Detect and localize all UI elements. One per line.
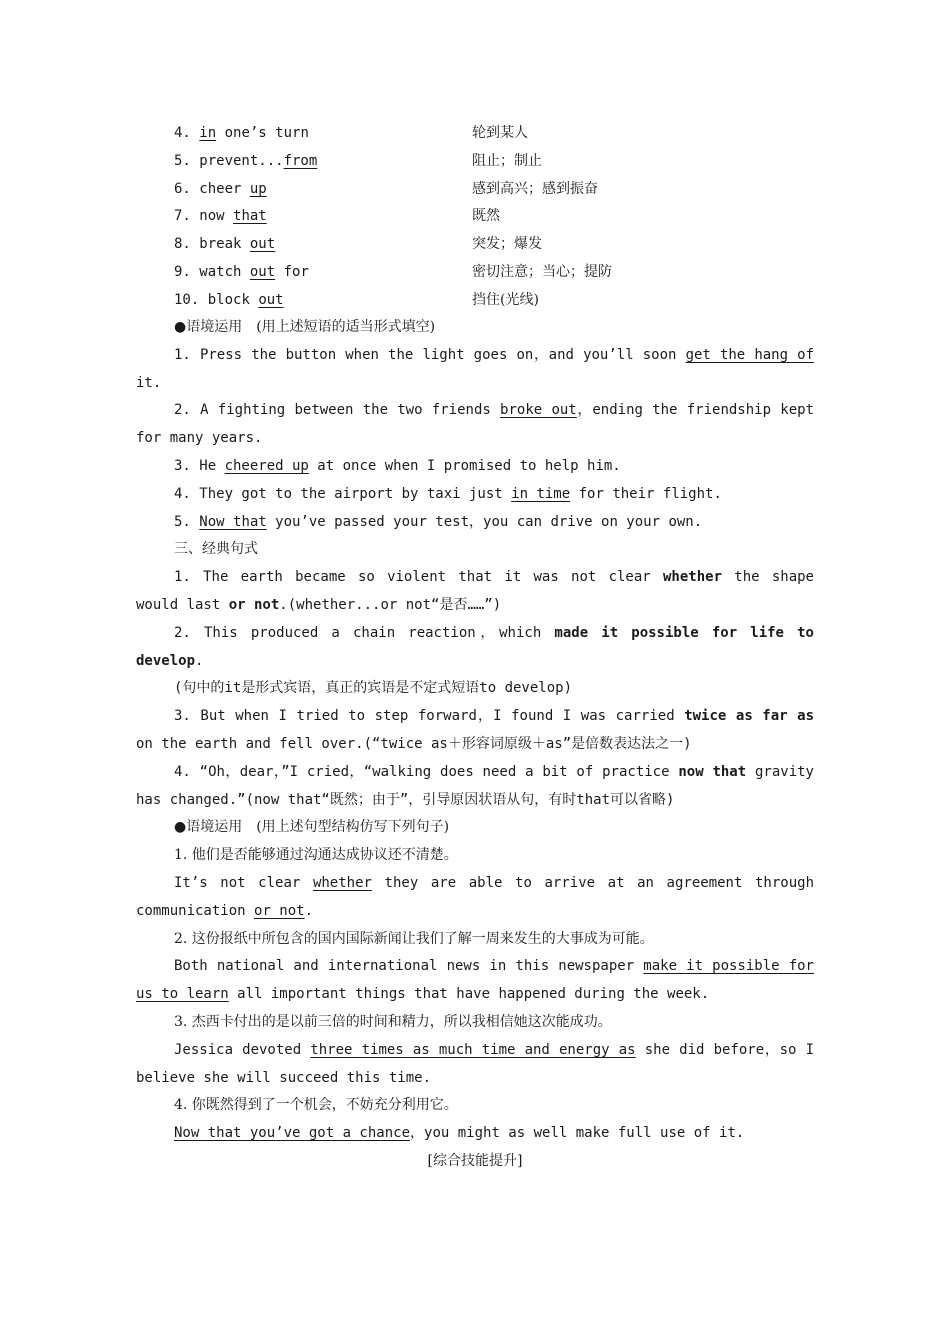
translation-answer: Jessica devoted three times as much time and energy as she did before，so I believe she will succeed this time. (136, 1041, 814, 1086)
exercise-item: 5. Now that you’ve passed your test，you can drive on your own. (174, 513, 703, 530)
exercise-item: 2. A fighting between the two friends broke out，ending the friendship kept for many years. (136, 402, 814, 447)
translation-question: 3. 杰西卡付出的是以前三倍的时间和精力，所以我相信她这次能成功。 (174, 1013, 612, 1030)
section-heading: 三、经典句式 (174, 541, 258, 558)
sentence-pattern: 4. “Oh，dear，”I cried，“walking does need a bit of practice now that gravity has changed.”(now that“既然；由于”，引导原因状语从句，有时that可以省略) (136, 763, 814, 808)
translation-answer: Both national and international news in this newspaper make it possible for us to learn all important things that have happened during the week. (136, 958, 814, 1003)
translation-answer: It’s not clear whether they are able to arrive at an agreement through communication or not. (136, 874, 815, 919)
translation-question: 2. 这份报纸中所包含的国内国际新闻让我们了解一周来发生的大事成为可能。 (174, 930, 654, 947)
sentence-pattern: 1. The earth became so violent that it was not clear whether the shape would last or not.(whether...or not“是否……”) (136, 569, 814, 613)
exercise-item: 4. They got to the airport by taxi just in time for their flight. (174, 485, 722, 502)
sentence-pattern: 3. But when I tried to step forward，I found I was carried twice as far as on the earth and fell over.(“twice as＋形容词原级＋as”是倍数表达法之一) (136, 708, 814, 752)
sentence-note: (句中的it是形式宾语，真正的宾语是不定式短语to develop) (174, 680, 573, 697)
section-heading: ●语境运用 (用上述句型结构仿写下列句子) (174, 819, 450, 836)
document-page: 4. in one’s turn 轮到某人 5. prevent...from 阻止；制止 6. cheer up 感到高兴；感到振奋 7. now that 既然 8. break out 突发；爆发 9. watch out for 密切注意；当心；提防 10. block out 挡住(光线) ●语境运用 (用上述短语的适当形式填空) 1. Press the button when the light goes on，and you’ll soon get the hang of it. 2. A fighting between the two friends broke out，ending the friendship kept for many years. 3. He cheered up at once when I promised to help him. 4. They got to the airport by taxi just in time for their flight. 5. Now that you’ve passed your test，you can drive on your own. 三、经典句式 1. The earth became so violent that it was not clear whether the shape would last or not.(whether...or not“是否……”) 2. This produced a chain reaction，which made it possible for life to develop. (句中的it是形式宾语，真正的宾语是不定式短语to develop) 3. But when I tried to step forward，I found I was carried twice as far as on the earth and fell over.(“twice as＋形容词原级＋as”是倍数表达法之一) 4. “Oh，dear，”I cried，“walking does need a bit of practice now that gravity has changed.”(now that“既然；由于”，引导原因状语从句，有时that可以省略) ●语境运用 (用上述句型结构仿写下列句子) 1. 他们是否能够通过沟通达成协议还不清楚。 It’s not clear whether they are able to arrive at an agreement through communication or not. 2. 这份报纸中所包含的国内国际新闻让我们了解一周来发生的大事成为可能。 Both national and international news in this newspaper make it possible for us to learn all important things that have happened during the week. 3. 杰西卡付出的是以前三倍的时间和精力，所以我相信她这次能成功。 Jessica devoted three times as much time and energy as she did before，so I believe she will succeed this time. 4. 你既然得到了一个机会，不妨充分利用它。 Now that you’ve got a chance，you might as well make full use of it. [综合技能提升] (0, 0, 950, 1344)
translation-answer: Now that you’ve got a chance，you might as well make full use of it. (174, 1125, 745, 1142)
footer-heading: [综合技能提升] (427, 1152, 523, 1169)
document-body (136, 314, 814, 1176)
section-heading: ●语境运用 (用上述短语的适当形式填空) (174, 319, 436, 335)
exercise-item: 3. He cheered up at once when I promised to help him. (174, 457, 621, 474)
sentence-pattern: 2. This produced a chain reaction，which made it possible for life to develop. (136, 624, 814, 669)
translation-question: 1. 他们是否能够通过沟通达成协议还不清楚。 (174, 847, 458, 864)
translation-question: 4. 你既然得到了一个机会，不妨充分利用它。 (174, 1097, 458, 1114)
exercise-item: 1. Press the button when the light goes on，and you’ll soon get the hang of it. (136, 346, 814, 391)
